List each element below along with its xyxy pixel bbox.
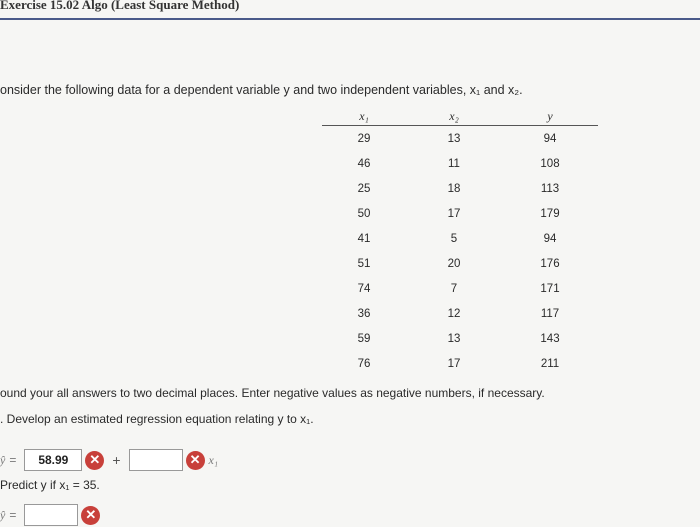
table-row: [322, 126, 598, 152]
regression-equation: [0, 448, 218, 472]
table-header-row: [322, 108, 598, 126]
table-cell: 59: [357, 332, 371, 345]
table-cell: 171: [540, 282, 560, 295]
table-cell: 5: [450, 232, 458, 245]
table-row: [322, 226, 598, 251]
table-row: [322, 151, 598, 176]
intercept-input[interactable]: 58.99: [24, 449, 82, 471]
table-cell: 7: [450, 282, 458, 295]
table-row: [322, 251, 598, 276]
table-cell: 94: [543, 132, 557, 145]
slope-input[interactable]: [129, 449, 183, 471]
table-cell: 25: [357, 182, 371, 195]
x-circle-icon: ✕: [85, 451, 104, 470]
table-cell: 17: [447, 357, 461, 370]
x1-variable-label: x₁: [208, 452, 219, 467]
x-circle-icon: ✕: [81, 506, 100, 525]
table-cell: 94: [543, 232, 557, 245]
prediction-input[interactable]: [24, 504, 78, 526]
table-row: [322, 276, 598, 301]
table-cell: 113: [540, 182, 560, 195]
column-header-x2: x₂: [406, 108, 502, 126]
prediction-row: [0, 503, 100, 527]
y-hat-label: ŷ: [0, 507, 6, 522]
plus-sign: +: [112, 452, 121, 468]
table-cell: 108: [540, 157, 560, 170]
exercise-title: Exercise 15.02 Algo (Least Square Method): [0, 0, 240, 12]
table-cell: 211: [540, 357, 560, 370]
part-a-prompt: . Develop an estimated regression equation relating y to x₁.: [0, 412, 314, 426]
table-cell: 50: [357, 207, 371, 220]
table-row: [322, 201, 598, 226]
y-hat-label: ŷ: [0, 452, 6, 467]
rounding-instructions: ound your all answers to two decimal places. Enter negative values as negative numbers, if necessary.: [0, 386, 545, 400]
table-cell: 176: [540, 257, 560, 270]
column-header-y: y: [502, 108, 598, 126]
table-cell: 76: [357, 357, 371, 370]
table-cell: 13: [447, 132, 461, 145]
table-row: [322, 301, 598, 326]
table-cell: 46: [357, 157, 371, 170]
table-row: [322, 351, 598, 376]
table-cell: 179: [540, 207, 560, 220]
table-cell: 143: [540, 332, 560, 345]
equals-sign: =: [9, 453, 17, 467]
table-cell: 74: [357, 282, 371, 295]
x-circle-icon: ✕: [186, 451, 205, 470]
table-cell: 11: [448, 157, 460, 170]
problem-statement: onsider the following data for a dependent variable y and two independent variables, x₁ and x₂.: [0, 83, 523, 97]
table-cell: 13: [447, 332, 461, 345]
table-row: [322, 326, 598, 351]
table-cell: 12: [447, 307, 461, 320]
table-cell: 29: [357, 132, 371, 145]
table-cell: 117: [540, 307, 560, 320]
table-row: [322, 176, 598, 201]
table-cell: 36: [357, 307, 371, 320]
table-cell: 41: [357, 232, 371, 245]
column-header-x1: x₁: [322, 108, 406, 126]
title-divider: [0, 18, 700, 20]
table-cell: 20: [447, 257, 461, 270]
predict-prompt: Predict y if x₁ = 35.: [0, 478, 100, 492]
data-table: [322, 108, 598, 376]
table-cell: 18: [447, 182, 461, 195]
table-cell: 51: [357, 257, 371, 270]
equals-sign: =: [9, 508, 17, 522]
table-cell: 17: [447, 207, 461, 220]
